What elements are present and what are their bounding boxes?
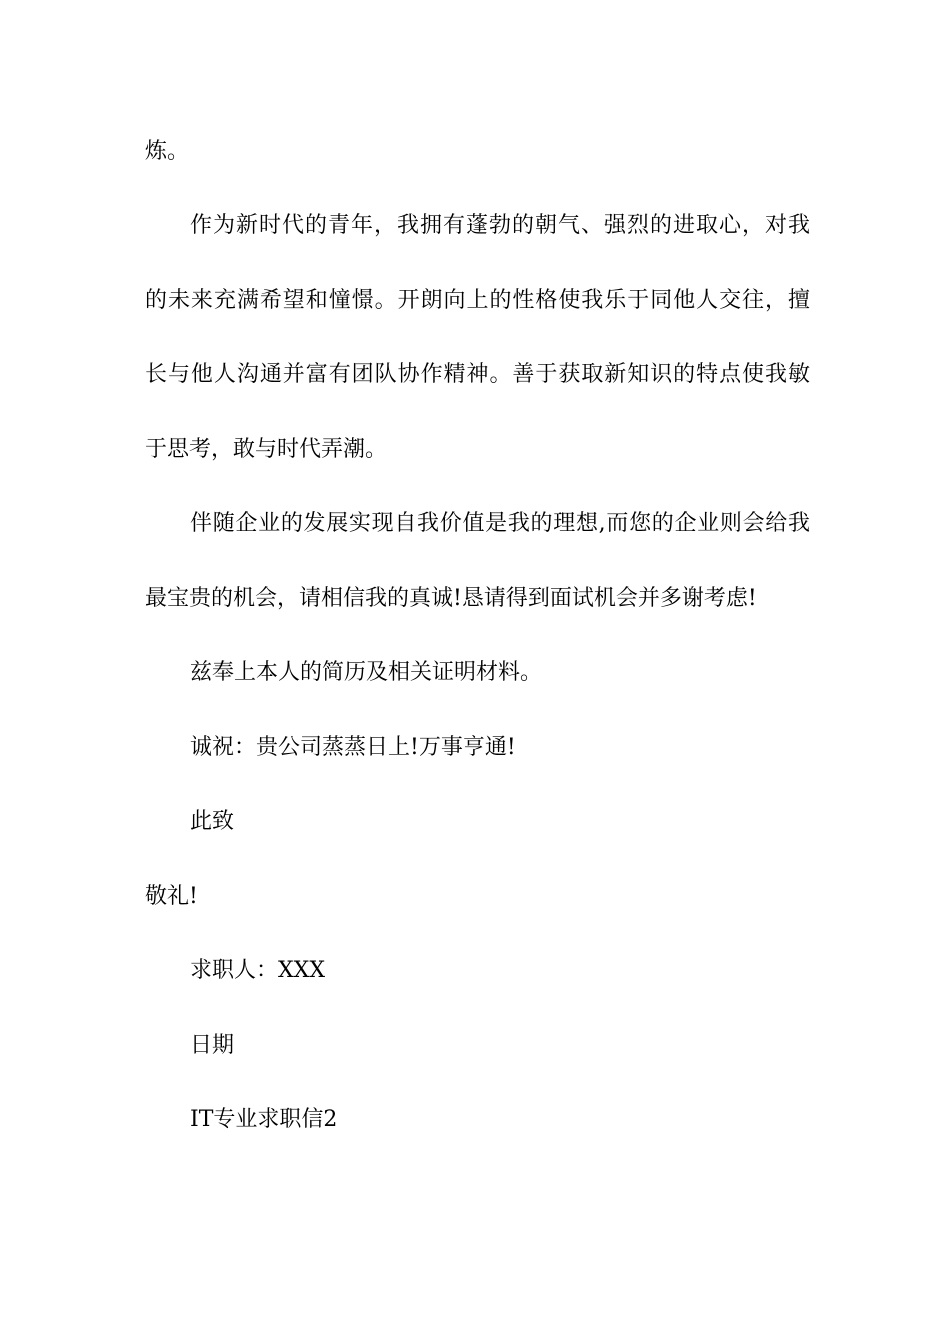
text-line-5: 于思考，敢与时代弄潮。 [145,437,388,462]
text-line-10: 此致 [190,809,235,834]
text-line-9: 诚祝：贵公司蒸蒸日上!万事亨通! [190,735,516,760]
text-line-8: 兹奉上本人的简历及相关证明材料。 [190,660,543,685]
text-line-4: 长与他人沟通并富有团队协作精神。善于获取新知识的特点使我敏 [145,362,810,387]
text-line-13: 日期 [190,1033,235,1058]
text-line-14: IT专业求职信2 [190,1107,338,1132]
text-line-11: 敬礼! [145,884,198,909]
text-line-7: 最宝贵的机会，请相信我的真诚!恳请得到面试机会并多谢考虑! [145,586,757,611]
text-line-2: 作为新时代的青年，我拥有蓬勃的朝气、强烈的进取心，对我 [190,213,810,238]
text-line-1: 炼。 [145,139,190,164]
text-line-12: 求职人：XXX [190,958,325,983]
text-line-6: 伴随企业的发展实现自我价值是我的理想,而您的企业则会给我 [190,511,810,536]
text-line-3: 的未来充满希望和憧憬。开朗向上的性格使我乐于同他人交往，擅 [145,288,810,313]
